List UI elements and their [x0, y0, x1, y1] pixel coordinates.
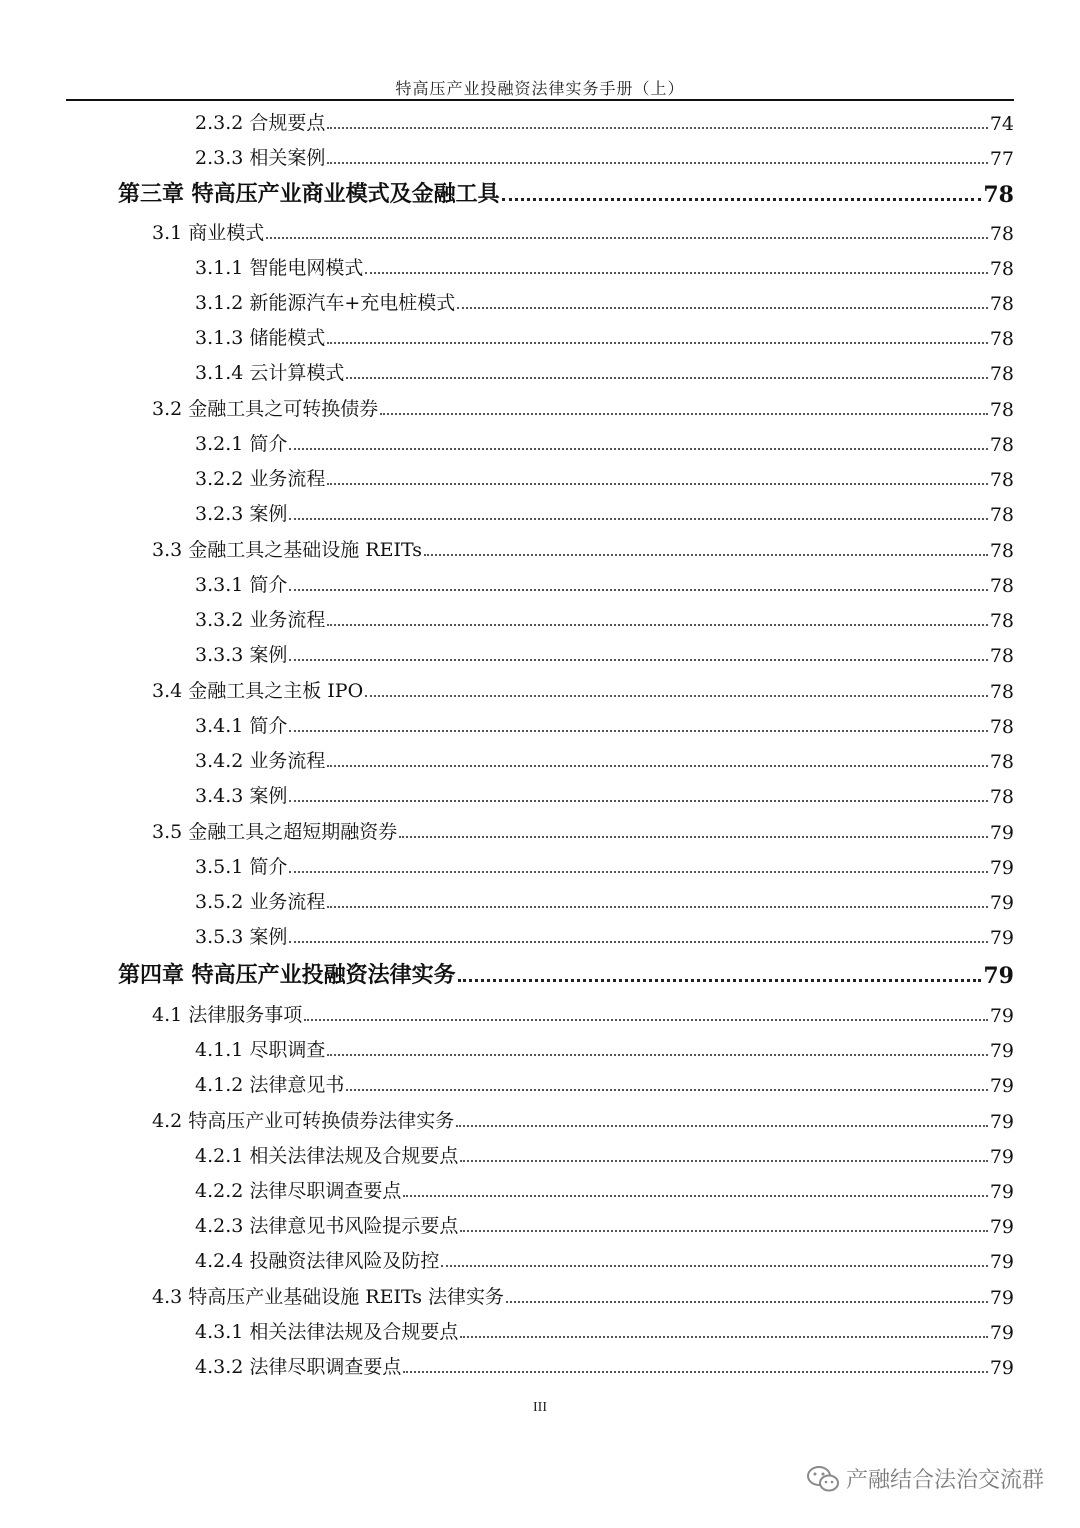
toc-entry[interactable] — [195, 703, 1014, 738]
toc-entry-label: 4.1 法律服务事项 — [152, 1004, 303, 1026]
toc-entry-page: 78 — [989, 469, 1014, 491]
toc-leader-dots — [327, 1054, 987, 1056]
toc-leader-dots — [380, 413, 988, 415]
toc-entry-label: 3.3.2 业务流程 — [195, 609, 326, 631]
toc-leader-dots — [403, 1371, 987, 1373]
toc-leader-dots — [289, 448, 987, 450]
toc-entry[interactable] — [195, 879, 1014, 914]
toc-entry-page: 78 — [989, 645, 1014, 667]
toc-entry[interactable] — [195, 738, 1014, 773]
toc-entry-label: 3.5.2 业务流程 — [195, 891, 326, 913]
toc-entry-page: 79 — [989, 1040, 1014, 1062]
toc-entry-page: 79 — [989, 1216, 1014, 1238]
toc-entry-page: 78 — [989, 504, 1014, 526]
toc-entry[interactable] — [195, 773, 1014, 808]
toc-entry-page: 79 — [989, 927, 1014, 949]
toc-entry-page: 78 — [989, 716, 1014, 738]
toc-leader-dots — [458, 979, 982, 982]
toc-entry-label: 3.5 金融工具之超短期融资券 — [152, 821, 398, 843]
toc-entry[interactable] — [195, 135, 1014, 170]
toc-entry-page: 74 — [989, 113, 1014, 135]
toc-entry-label: 4.2.3 法律意见书风险提示要点 — [195, 1215, 459, 1237]
toc-leader-dots — [403, 1195, 987, 1197]
toc-entry-label: 3.1.4 云计算模式 — [195, 362, 345, 384]
toc-leader-dots — [289, 518, 987, 520]
toc-entry-page: 79 — [989, 1111, 1014, 1133]
toc-entry-label: 4.2.1 相关法律法规及合规要点 — [195, 1145, 459, 1167]
toc-leader-dots — [506, 1301, 988, 1303]
toc-entry-label: 3.2.1 简介 — [195, 433, 288, 455]
toc-leader-dots — [327, 765, 987, 767]
toc-entry-page: 78 — [989, 786, 1014, 808]
toc-entry[interactable] — [195, 1344, 1014, 1379]
toc-entry-label: 3.3 金融工具之基础设施 REITs — [152, 539, 423, 561]
toc-entry-page: 78 — [989, 399, 1014, 421]
toc-leader-dots — [327, 483, 987, 485]
toc-leader-dots — [289, 871, 987, 873]
toc-entry-page: 78 — [989, 575, 1014, 597]
toc-entry-label: 3.2.3 案例 — [195, 503, 288, 525]
toc-entry-label: 3.4.3 案例 — [195, 785, 288, 807]
toc-leader-dots — [327, 342, 987, 344]
toc-leader-dots — [441, 1265, 987, 1267]
toc-entry-label: 4.2.4 投融资法律风险及防控 — [195, 1250, 440, 1272]
toc-leader-dots — [327, 162, 987, 164]
toc-entry-page: 79 — [989, 1287, 1014, 1309]
running-header: 特高压产业投融资法律实务手册（上） — [395, 79, 685, 98]
toc-leader-dots — [304, 1019, 988, 1021]
toc-entry-label: 3.1 商业模式 — [152, 222, 265, 244]
toc-leader-dots — [457, 307, 988, 309]
toc-leader-dots — [289, 941, 987, 943]
wechat-icon — [806, 1465, 840, 1493]
toc-entry-label: 3.4.1 简介 — [195, 715, 288, 737]
toc-entry[interactable] — [195, 421, 1014, 456]
toc-entry[interactable] — [195, 1027, 1014, 1062]
toc-entry[interactable] — [195, 562, 1014, 597]
toc-leader-dots — [266, 237, 988, 239]
toc-entry[interactable] — [195, 914, 1014, 949]
toc-entry[interactable] — [195, 844, 1014, 879]
toc-entry-page: 78 — [989, 610, 1014, 632]
toc-entry-page: 79 — [989, 1181, 1014, 1203]
toc-leader-dots — [460, 1230, 987, 1232]
toc-leader-dots — [327, 127, 987, 129]
toc-entry-label: 4.3.2 法律尽职调查要点 — [195, 1356, 402, 1378]
toc-leader-dots — [327, 624, 987, 626]
toc-entry-page: 78 — [989, 681, 1014, 703]
toc-entry-page: 78 — [989, 293, 1014, 315]
toc-entry[interactable] — [195, 632, 1014, 667]
toc-entry[interactable] — [195, 456, 1014, 491]
page-number: III — [533, 1400, 547, 1415]
toc-entry[interactable] — [195, 1168, 1014, 1203]
toc-entry-label: 3.1.3 储能模式 — [195, 327, 326, 349]
toc-section-entry[interactable] — [152, 992, 1014, 1027]
toc-leader-dots — [346, 377, 987, 379]
toc-entry-page: 79 — [989, 857, 1014, 879]
watermark-text: 产融结合法治交流群 — [845, 1468, 1044, 1493]
toc-entry[interactable] — [195, 1203, 1014, 1238]
toc-entry-label: 4.1.2 法律意见书 — [195, 1074, 345, 1096]
toc-leader-dots — [289, 659, 987, 661]
toc-entry-label: 3.4.2 业务流程 — [195, 750, 326, 772]
toc-leader-dots — [289, 589, 987, 591]
toc-section-entry[interactable] — [152, 210, 1014, 245]
toc-entry[interactable] — [195, 350, 1014, 385]
toc-entry-label: 3.5.1 简介 — [195, 856, 288, 878]
toc-entry[interactable] — [195, 1133, 1014, 1168]
toc-entry[interactable] — [195, 1062, 1014, 1097]
toc-leader-dots — [456, 1125, 988, 1127]
toc-entry-label: 2.3.2 合规要点 — [195, 112, 326, 134]
toc-leader-dots — [327, 906, 987, 908]
toc-entry-label: 第三章 特高压产业商业模式及金融工具 — [118, 181, 500, 207]
toc-leader-dots — [460, 1336, 987, 1338]
toc-leader-dots — [365, 272, 987, 274]
toc-chapter-entry[interactable] — [118, 170, 1014, 208]
toc-entry-label: 4.3 特高压产业基础设施 REITs 法律实务 — [152, 1286, 505, 1308]
toc-entry-page: 79 — [989, 1357, 1014, 1379]
toc-entry-page: 78 — [989, 751, 1014, 773]
toc-leader-dots — [365, 695, 988, 697]
toc-entry-page: 78 — [989, 223, 1014, 245]
toc-entry-page: 79 — [989, 1075, 1014, 1097]
toc-section-entry[interactable] — [152, 1274, 1014, 1309]
toc-section-entry[interactable] — [152, 527, 1014, 562]
toc-entry-page: 79 — [989, 822, 1014, 844]
toc-entry-page: 79 — [989, 1322, 1014, 1344]
toc-entry-page: 78 — [989, 363, 1014, 385]
toc-entry-page: 79 — [983, 963, 1014, 989]
toc-chapter-entry[interactable] — [118, 951, 1014, 989]
toc-leader-dots — [502, 198, 982, 201]
toc-entry-label: 第四章 特高压产业投融资法律实务 — [118, 962, 456, 988]
toc-entry-label: 3.3.3 案例 — [195, 644, 288, 666]
toc-entry-label: 4.1.1 尽职调查 — [195, 1039, 326, 1061]
toc-entry[interactable] — [195, 315, 1014, 350]
toc-entry-page: 79 — [989, 1251, 1014, 1273]
toc-entry[interactable] — [195, 100, 1014, 135]
toc-entry-label: 3.2 金融工具之可转换债券 — [152, 398, 379, 420]
toc-entry-label: 2.3.3 相关案例 — [195, 147, 326, 169]
toc-entry-label: 3.1.1 智能电网模式 — [195, 257, 364, 279]
toc-entry-label: 4.2.2 法律尽职调查要点 — [195, 1180, 402, 1202]
toc-section-entry[interactable] — [152, 668, 1014, 703]
watermark — [806, 1463, 1044, 1494]
toc-entry-page: 78 — [983, 182, 1014, 208]
toc-entry[interactable] — [195, 280, 1014, 315]
toc-entry-page: 79 — [989, 1146, 1014, 1168]
toc-entry-page: 79 — [989, 892, 1014, 914]
toc-entry-page: 78 — [989, 434, 1014, 456]
toc-section-entry[interactable] — [152, 386, 1014, 421]
toc-leader-dots — [460, 1160, 987, 1162]
toc-entry[interactable] — [195, 1238, 1014, 1273]
toc-entry[interactable] — [195, 491, 1014, 526]
toc-leader-dots — [399, 836, 988, 838]
toc-entry-label: 3.4 金融工具之主板 IPO — [152, 680, 364, 702]
toc-entry-page: 78 — [989, 328, 1014, 350]
toc-entry-label: 4.3.1 相关法律法规及合规要点 — [195, 1321, 459, 1343]
toc-entry-page: 78 — [989, 258, 1014, 280]
toc-entry[interactable] — [195, 597, 1014, 632]
toc-section-entry[interactable] — [152, 809, 1014, 844]
toc-leader-dots — [346, 1089, 987, 1091]
toc-leader-dots — [289, 800, 987, 802]
toc-entry-label: 3.5.3 案例 — [195, 926, 288, 948]
toc-leader-dots — [424, 554, 988, 556]
toc-entry-page: 79 — [989, 1005, 1014, 1027]
toc-entry-page: 78 — [989, 540, 1014, 562]
toc-section-entry[interactable] — [152, 1098, 1014, 1133]
toc-entry-label: 3.1.2 新能源汽车+充电桩模式 — [195, 292, 456, 314]
toc-entry-label: 4.2 特高压产业可转换债券法律实务 — [152, 1110, 455, 1132]
toc-entry-label: 3.2.2 业务流程 — [195, 468, 326, 490]
toc-entry[interactable] — [195, 245, 1014, 280]
toc-entry[interactable] — [195, 1309, 1014, 1344]
toc-leader-dots — [289, 730, 987, 732]
toc-entry-page: 77 — [989, 148, 1014, 170]
toc-entry-label: 3.3.1 简介 — [195, 574, 288, 596]
